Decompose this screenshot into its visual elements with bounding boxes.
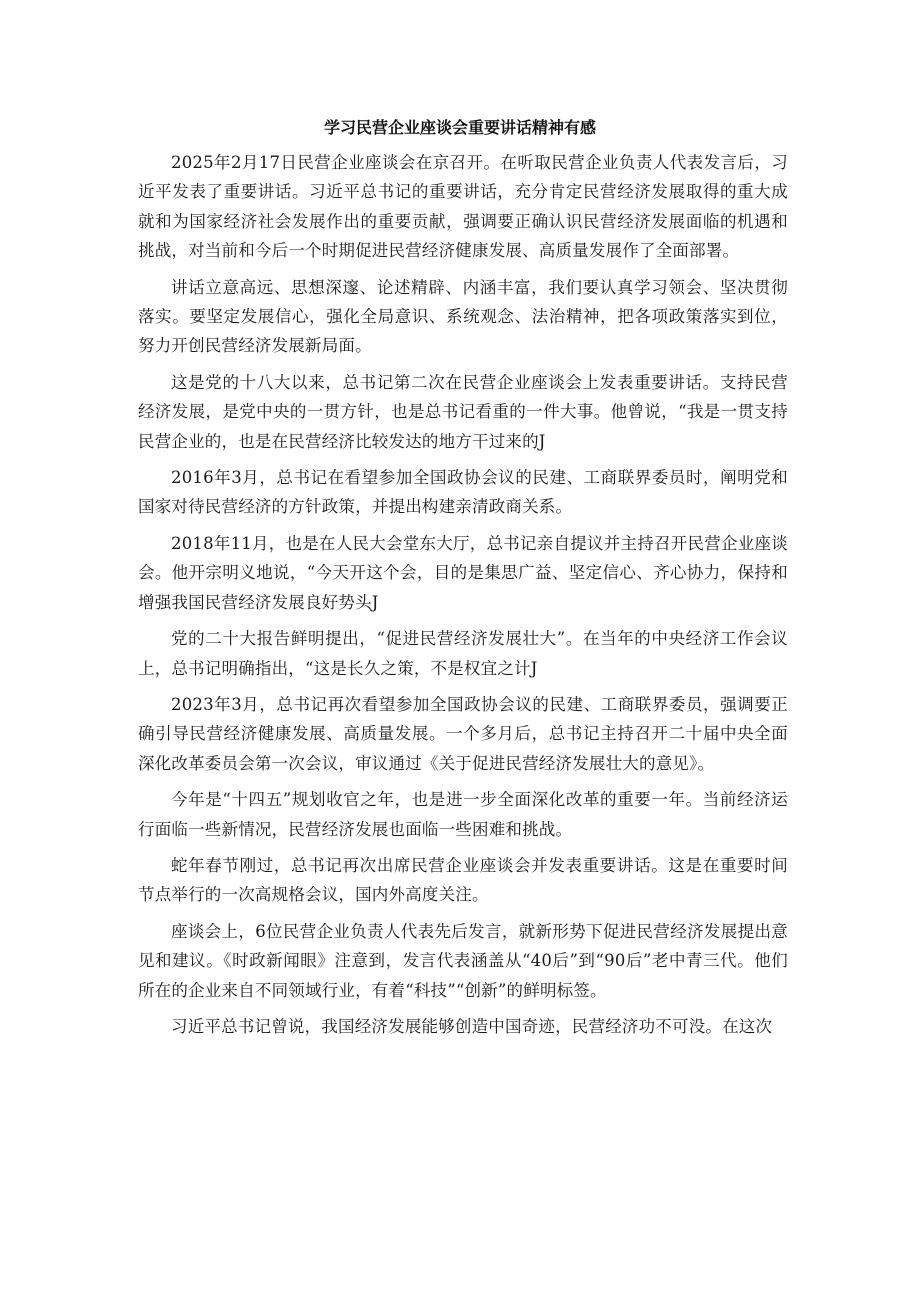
paragraph: 2018年11月，也是在人民大会堂东大厅，总书记亲自提议并主持召开民营企业座谈会。他开宗明义地说，“今天开这个会，目的是集思广益、坚定信心、齐心协力，保持和增强我国民营经济发展良好势头J	[138, 533, 788, 612]
paragraph: 2016年3月，总书记在看望参加全国政协会议的民建、工商联界委员时，阐明党和国家对待民营经济的方针政策，并提出构建亲清政商关系。	[138, 468, 788, 517]
paragraph: 座谈会上，6位民营企业负责人代表先后发言，就新形势下促进民营经济发展提出意见和建议。《时政新闻眼》注意到，发言代表涵盖从“40后”到“90后”老中青三代。他们所在的企业来自不同领域行业，有着“科技”“创新”的鲜明标签。	[138, 921, 788, 1000]
paragraph: 今年是“十四五”规划收官之年，也是进一步全面深化改革的重要一年。当前经济运行面临一些新情况，民营经济发展也面临一些困难和挑战。	[138, 790, 788, 839]
paragraph: 讲话立意高远、思想深邃、论述精辟、内涵丰富，我们要认真学习领会、坚决贯彻落实。要坚定发展信心，强化全局意识、系统观念、法治精神，把各项政策落实到位，努力开创民营经济发展新局面。	[138, 277, 788, 356]
paragraph: 蛇年春节刚过，总书记再次出席民营企业座谈会并发表重要讲话。这是在重要时间节点举行的一次高规格会议，国内外高度关注。	[138, 855, 788, 905]
document-title: 学习民营企业座谈会重要讲话精神有感	[323, 118, 596, 137]
paragraph: 这是党的十八大以来，总书记第二次在民营企业座谈会上发表重要讲话。支持民营经济发展，是党中央的一贯方针，也是总书记看重的一件大事。他曾说，“我是一贯支持民营企业的，也是在民营经济比较发达的地方干过来的J	[138, 372, 788, 451]
paragraph: 习近平总书记曾说，我国经济发展能够创造中国奇迹，民营经济功不可没。在这次	[171, 1016, 773, 1036]
document-body	[138, 148, 788, 1048]
paragraph: 党的二十大报告鲜明提出，“促进民营经济发展壮大”。在当年的中央经济工作会议上，总书记明确指出，“这是长久之策，不是权宜之计J	[138, 629, 788, 678]
paragraph: 2023年3月，总书记再次看望参加全国政协会议的民建、工商联界委员，强调要正确引导民营经济健康发展、高质量发展。一个多月后，总书记主持召开二十届中央全面深化改革委员会第一次会议，审议通过《关于促进民营经济发展壮大的意见》。	[138, 694, 788, 773]
paragraph: 2025年2月17日民营企业座谈会在京召开。在听取民营企业负责人代表发言后，习近平发表了重要讲话。习近平总书记的重要讲话，充分肯定民营经济发展取得的重大成就和为国家经济社会发展作出的重要贡献，强调要正确认识民营经济发展面临的机遇和挑战，对当前和今后一个时期促进民营经济健康发展、高质量发展作了全面部署。	[138, 153, 788, 261]
